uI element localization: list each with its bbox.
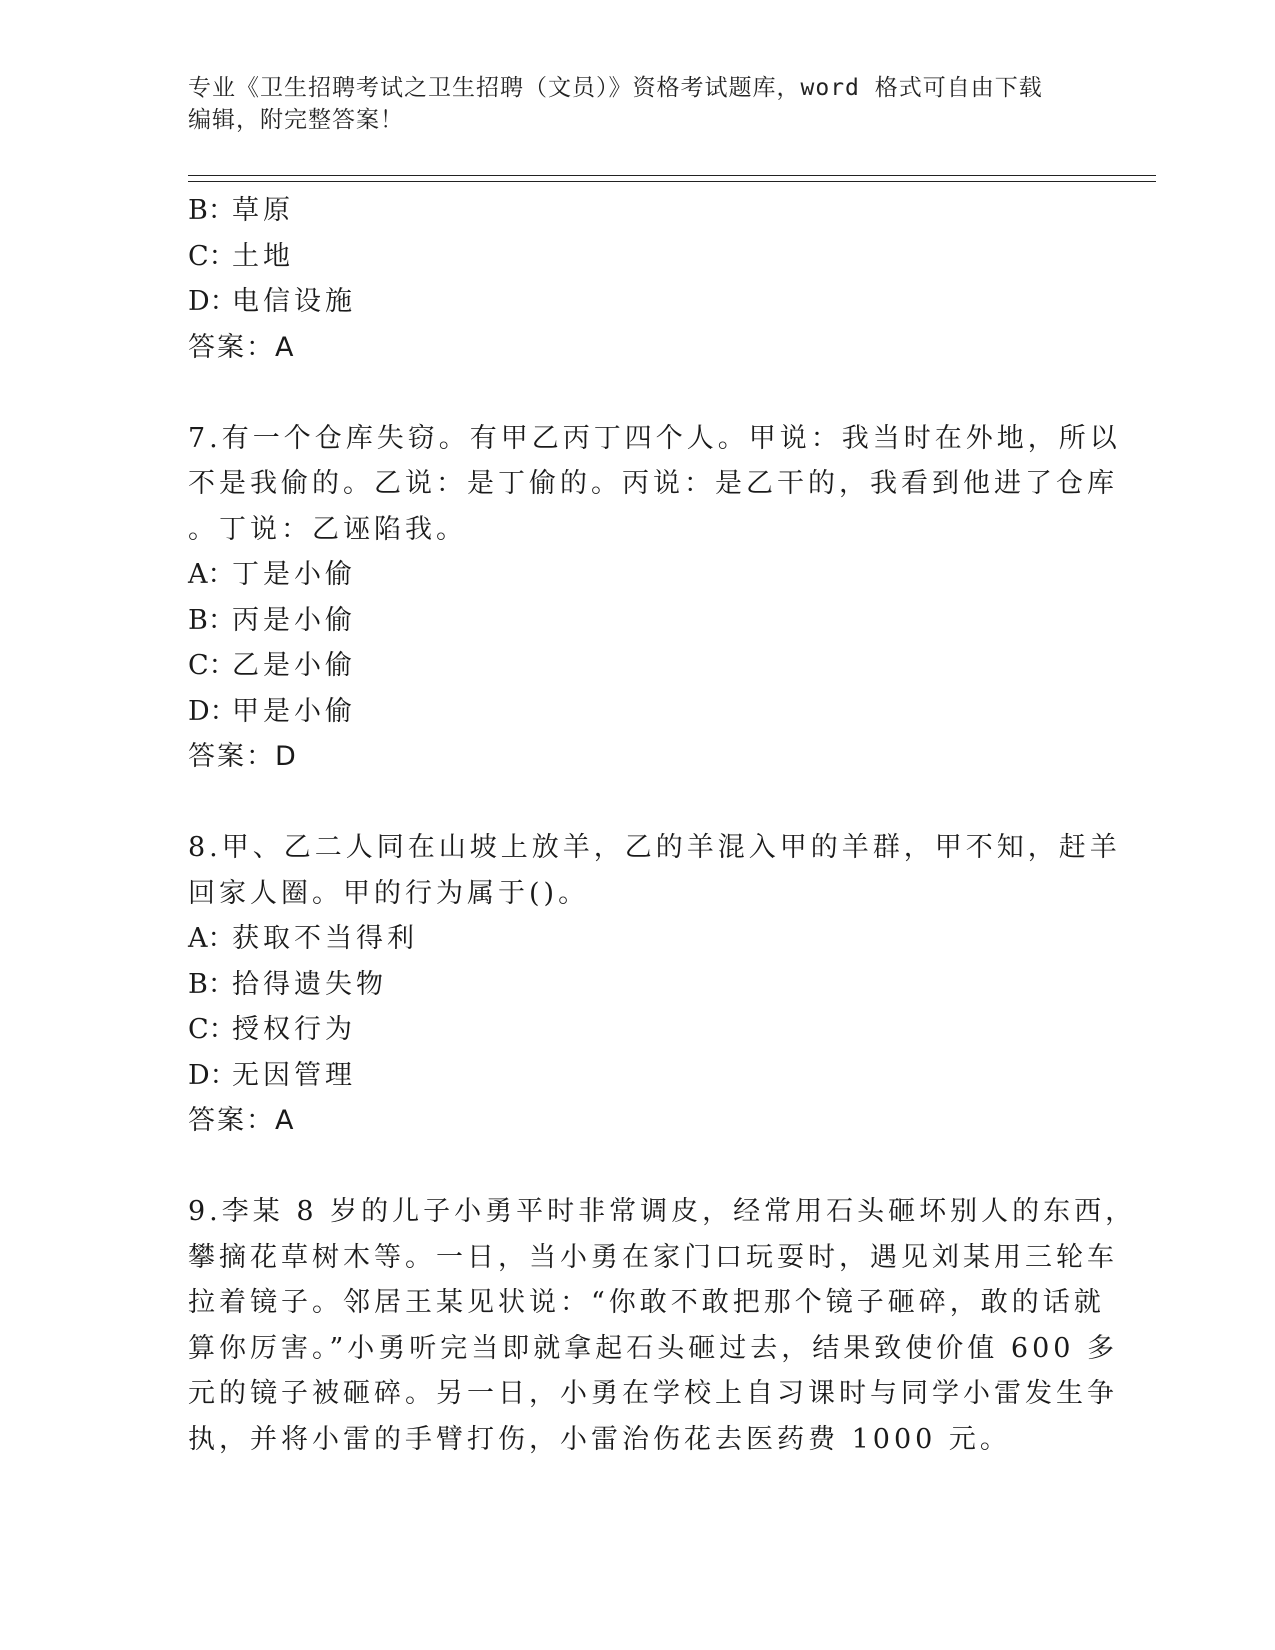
option-b [188,598,1068,644]
option-letter: B： [188,604,235,636]
option-text: 电信设施 [232,286,356,317]
header-line-1: 专业《卫生招聘考试之卫生招聘（文员）》资格考试题库，word 格式可自由下载 [188,75,1043,101]
option-text: 获取不当得利 [232,923,418,954]
option-c [188,234,1068,280]
option-letter: D： [188,695,237,727]
option-b [188,188,1068,234]
question-text-line: 8.甲、乙二人同在山坡上放羊，乙的羊混入甲的羊群，甲不知，赶羊 [188,832,1121,863]
document-header [188,72,1068,136]
option-letter: C： [188,1014,236,1045]
option-text: 土地 [232,240,294,272]
option-b [188,962,1068,1008]
question-text-line: 7.有一个仓库失窃。有甲乙丙丁四个人。甲说：我当时在外地，所以 [188,422,1121,454]
question-text-line: 。丁说：乙诬陷我。 [188,513,467,545]
question-text-line: 9.李某 8 岁的儿子小勇平时非常调皮，经常用石头砸坏别人的东西， [188,1196,1137,1227]
option-text: 乙是小偷 [232,650,356,681]
answer-line: 答案：D [188,741,298,772]
option-letter: A： [188,559,235,590]
question-text-line: 回家人圈。甲的行为属于()。 [188,877,590,909]
option-c [188,1007,1068,1053]
header-rule-bottom [188,181,1156,182]
question-6 [188,188,1068,370]
question-9 [188,1189,1137,1462]
document-body [188,188,1137,1462]
question-text-line: 元的镜子被砸碎。另一日，小勇在学校上自习课时与同学小雷发生争 [188,1378,1118,1409]
option-d [188,689,1068,735]
option-a [188,916,1068,962]
header-rule-top [188,175,1156,176]
option-d [188,279,1068,325]
answer-line: 答案：A [188,331,296,363]
option-text: 草原 [232,195,294,226]
question-7 [188,416,1121,780]
option-text: 无因管理 [232,1059,356,1091]
option-letter: B： [188,968,235,1000]
question-text-line: 攀摘花草树木等。一日，当小勇在家门口玩耍时，遇见刘某用三轮车 [188,1241,1118,1273]
spacer [188,780,1068,826]
option-text: 丙是小偷 [232,604,356,636]
option-text: 甲是小偷 [232,695,356,727]
question-text-line: 不是我偷的。乙说：是丁偷的。丙说：是乙干的，我看到他进了仓库 [188,468,1118,499]
option-text: 拾得遗失物 [232,968,387,1000]
option-c [188,643,1068,689]
question-8 [188,825,1121,1144]
spacer [188,1144,1068,1190]
question-text-line: 执，并将小雷的手臂打伤，小雷治伤花去医药费 1000 元。 [188,1423,1011,1455]
option-text: 授权行为 [232,1014,356,1045]
option-d [188,1053,1068,1099]
option-letter: A： [188,923,235,954]
option-letter: C： [188,650,236,681]
option-letter: D： [188,286,237,317]
question-text-line: 拉着镜子。邻居王某见状说：“你敢不敢把那个镜子砸碎，敢的话就 [188,1287,1105,1318]
answer-line: 答案：A [188,1105,296,1136]
question-text-line: 算你厉害。”小勇听完当即就拿起石头砸过去，结果致使价值 600 多 [188,1332,1119,1364]
option-letter: B： [188,195,235,226]
option-a [188,552,1068,598]
option-letter: D： [188,1059,237,1091]
option-letter: C： [188,240,236,272]
header-line-2: 编辑，附完整答案！ [188,107,404,133]
spacer [188,370,1068,416]
option-text: 丁是小偷 [232,559,356,590]
